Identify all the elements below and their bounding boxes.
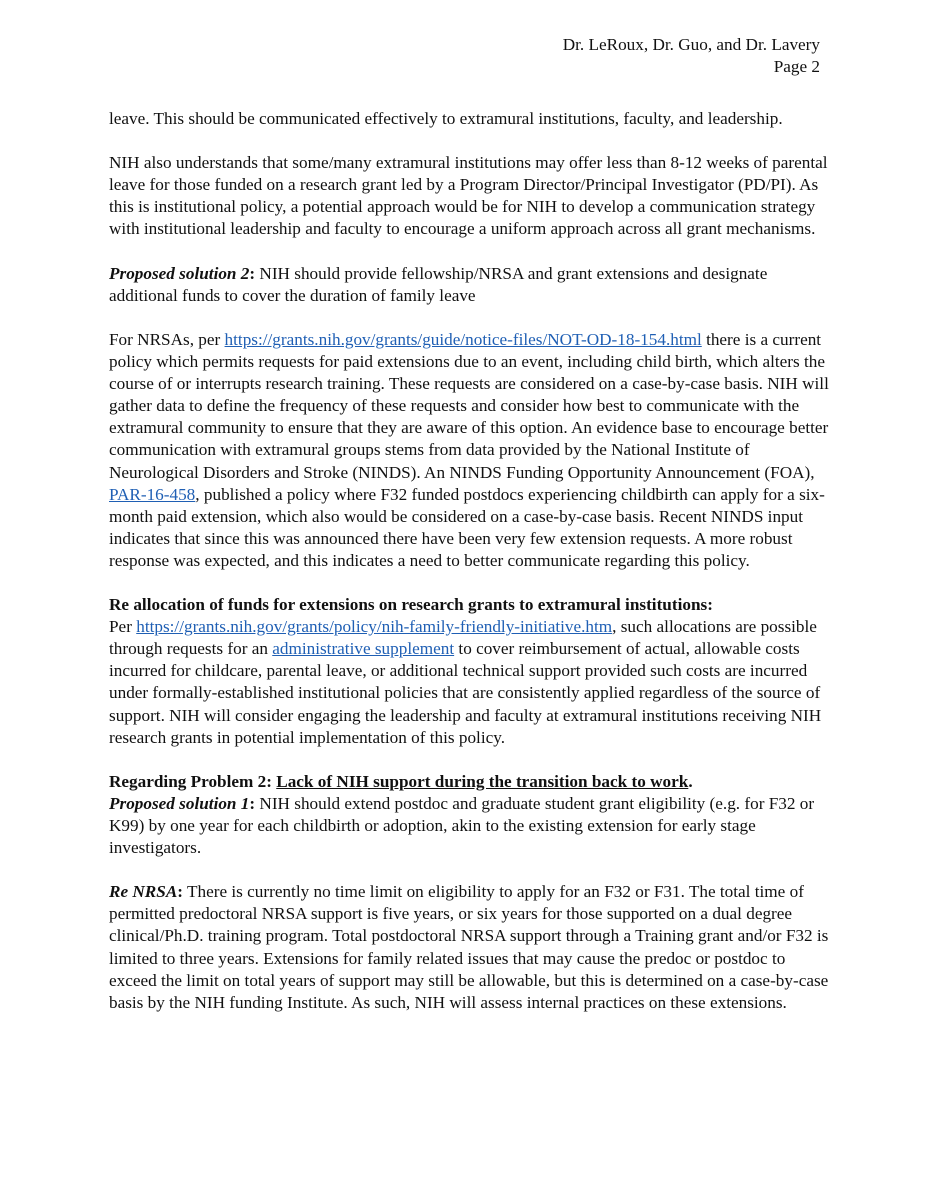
- administrative-supplement-link[interactable]: administrative supplement: [272, 639, 455, 659]
- proposed-solution-1: Proposed solution 1: NIH should extend postdoc and graduate student grant eligibility (e.g. for F32 or K99) by one year for each childbirth or adoption, akin to the existing extension for early stage investigators.: [109, 793, 815, 858]
- re-nrsa-text: There is currently no time limit on eligibility to apply for an F32 or F31. The total time of permitted predoctoral NRSA support is five years, or six years for those supported on a dual degree clinical/Ph.D. training program. Total postdoctoral NRSA support through a Training grant and/or F32 is limited to three years. Extensions for family related issues that may cause the predoc or postdoc to exceed the limit on total years of support may still be allowable, but this is determined on a case-by-case basis by the NIH funding Institute. As such, NIH will assess internal practices on these extensions.: [109, 882, 829, 1012]
- paragraph-reallocation: Per https://grants.nih.gov/grants/policy/nih-family-friendly-initiative.htm, such allocations are possible through requests for an administrative supplement to cover reimbursement of actual, allowable costs incurred for childcare, parental leave, or additional technical support provided such costs are incurred under formally-established institutional policies that are consistently applied regardless of the source of support. NIH will consider engaging the leadership and faculty at extramural institutions receiving NIH research grants in potential implementation of this policy.: [109, 617, 822, 747]
- page-header: [563, 34, 820, 78]
- not-od-18-154-link[interactable]: https://grants.nih.gov/grants/guide/notice-files/NOT-OD-18-154.html: [224, 329, 702, 349]
- page-number: Page 2: [773, 57, 820, 76]
- document-body: [109, 108, 829, 1014]
- paragraph-parental-leave: NIH also understands that some/many extramural institutions may offer less than 8-12 weeks of parental leave for those funded on a research grant led by a Program Director/Principal Investigator (PD/PI). As this is institutional policy, a potential approach would be for NIH to develop a communication strategy with institutional leadership and faculty to encourage a uniform approach across all grant mechanisms.: [109, 153, 828, 239]
- re-nrsa-label: Re NRSA: [109, 882, 178, 902]
- proposed-solution-2: Proposed solution 2: NIH should provide fellowship/NRSA and grant extensions and designate additional funds to cover the duration of family leave: [109, 263, 768, 305]
- family-friendly-initiative-link[interactable]: https://grants.nih.gov/grants/policy/nih-family-friendly-initiative.htm: [136, 617, 613, 637]
- par-16-458-link[interactable]: PAR-16-458: [109, 484, 196, 504]
- paragraph-nrsa-extensions: For NRSAs, per https://grants.nih.gov/grants/guide/notice-files/NOT-OD-18-154.html there is a current policy which permits requests for paid extensions due to an event, including child birth, which alters the course of or interrupts research training. These requests are considered on a case-by-case basis. NIH will gather data to define the frequency of these requests and consider how best to communicate with the extramural community to ensure that they are aware of this option. An evidence base to encourage better communication with extramural groups stems from data provided by the National Institute of Neurological Disorders and Stroke (NINDS). An NINDS Funding Opportunity Announcement (FOA), PAR-16-458, published a policy where F32 funded postdocs experiencing childbirth can apply for a six-month paid extension, which also would be considered on a case-by-case basis. Recent NINDS input indicates that since this was announced there have been very few extension requests. A more robust response was expected, and this indicates a need to better communicate regarding this policy.: [109, 329, 829, 570]
- paragraph-leave-continued: leave. This should be communicated effectively to extramural institutions, faculty, and leadership.: [109, 109, 783, 128]
- paragraph-re-nrsa: Re NRSA: There is currently no time limit on eligibility to apply for an F32 or F31. The total time of permitted predoctoral NRSA support is five years, or six years for those supported on a dual degree clinical/Ph.D. training program. Total postdoctoral NRSA support through a Training grant and/or F32 is limited to three years. Extensions for family related issues that may cause the predoc or postdoc to exceed the limit on total years of support may still be allowable, but this is determined on a case-by-case basis by the NIH funding Institute. As such, NIH will assess internal practices on these extensions.: [109, 882, 829, 1012]
- proposed-solution-2-label: Proposed solution 2: [109, 263, 250, 283]
- proposed-solution-1-label: Proposed solution 1: [109, 793, 250, 813]
- problem-2-heading: Regarding Problem 2: Lack of NIH support during the transition back to work.: [109, 771, 693, 791]
- problem-2-title: Lack of NIH support during the transition back to work: [276, 771, 689, 791]
- proposed-solution-2-text: NIH should provide fellowship/NRSA and grant extensions and designate additional funds to cover the duration of family leave: [109, 263, 768, 305]
- reallocation-heading: Re allocation of funds for extensions on research grants to extramural institutions:: [109, 595, 713, 615]
- proposed-solution-1-text: NIH should extend postdoc and graduate student grant eligibility (e.g. for F32 or K99) by one year for each childbirth or adoption, akin to the existing extension for early stage investigators.: [109, 793, 815, 858]
- header-authors: Dr. LeRoux, Dr. Guo, and Dr. Lavery: [562, 35, 820, 54]
